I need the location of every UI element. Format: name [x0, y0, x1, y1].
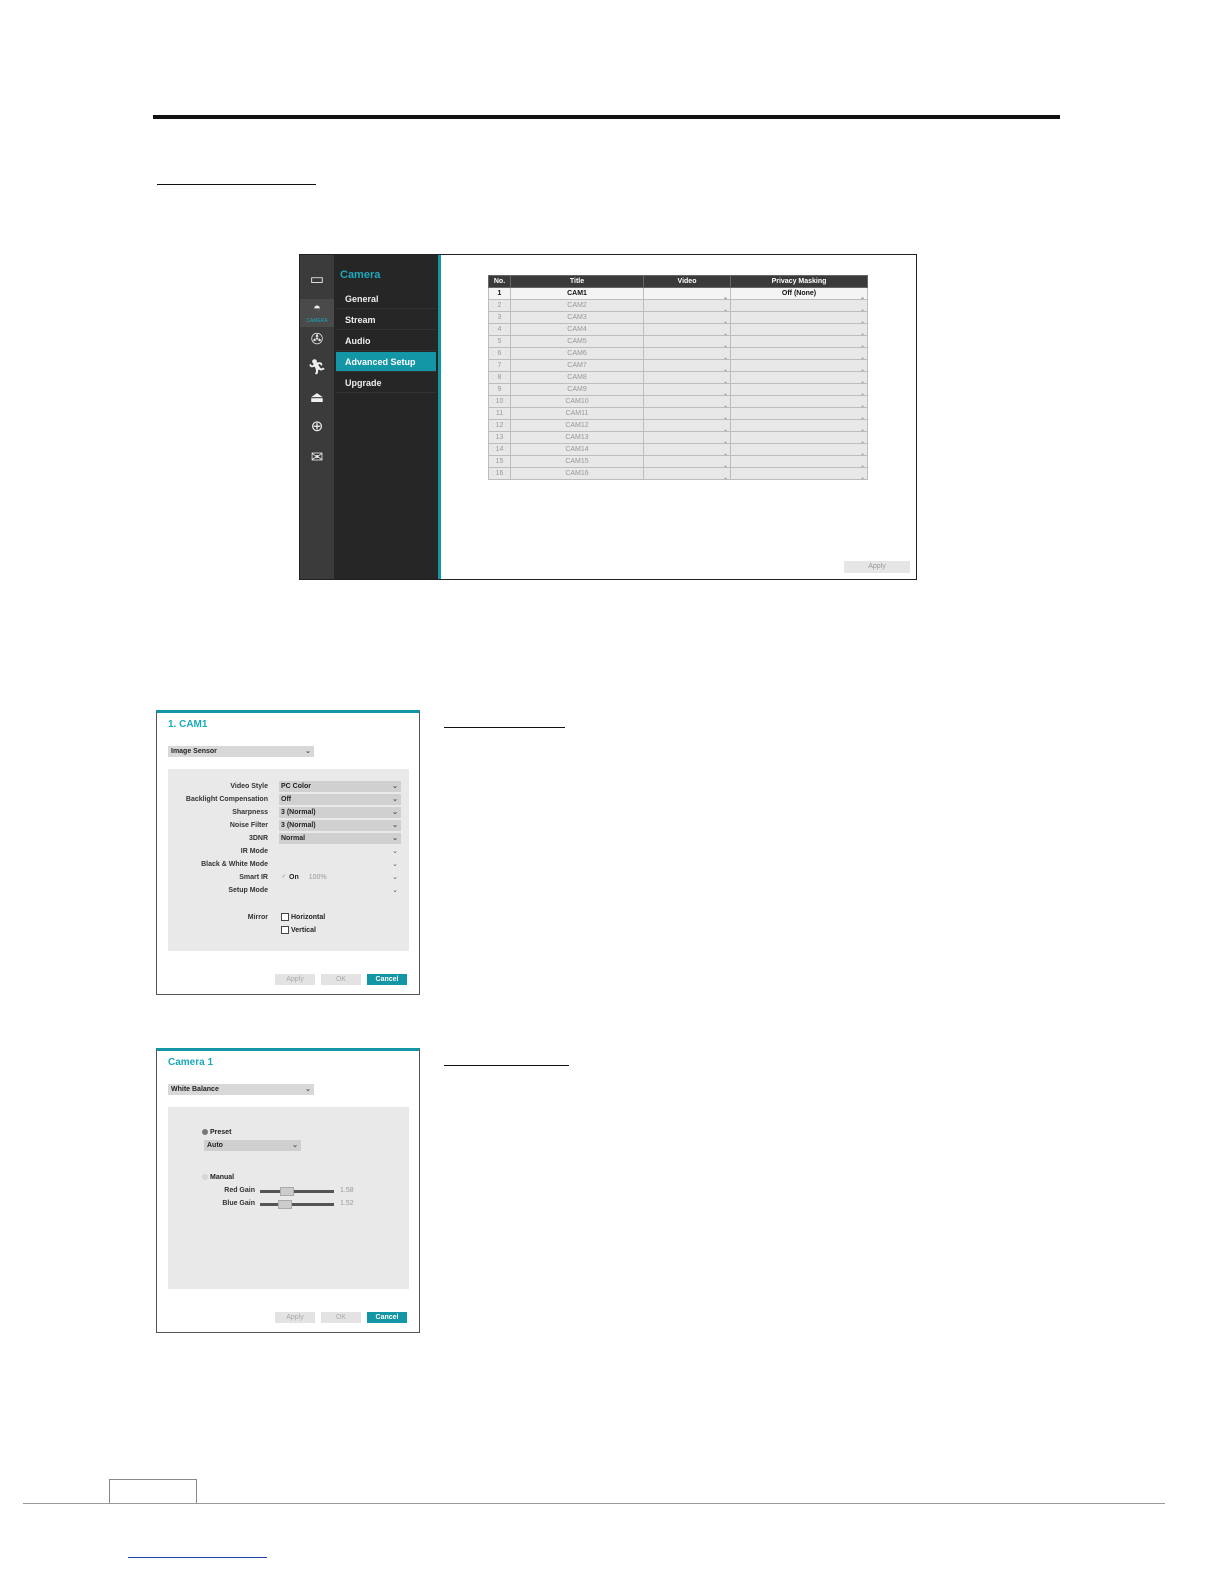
cancel-button[interactable]: Cancel [367, 1312, 407, 1323]
table-row[interactable] [489, 384, 868, 396]
cell-no: 3 [489, 312, 511, 324]
cell-no: 9 [489, 384, 511, 396]
preset-select-value: Auto [207, 1142, 223, 1149]
cell-no: 16 [489, 468, 511, 480]
chevron-down-icon: ⌄ [392, 887, 398, 894]
table-row[interactable] [489, 372, 868, 384]
smart-ir-level: 100% [308, 874, 327, 881]
noise-filter-select[interactable] [279, 820, 401, 831]
radio-selected-icon [202, 1129, 208, 1135]
cancel-button[interactable]: Cancel [367, 974, 407, 985]
cell-privacy-masking[interactable] [731, 408, 868, 420]
table-row[interactable] [489, 336, 868, 348]
slider-handle[interactable] [280, 1187, 294, 1196]
menu-title: Camera [340, 269, 381, 281]
cell-no: 8 [489, 372, 511, 384]
record-icon[interactable]: ✇ [310, 331, 324, 348]
setup-mode-label: Setup Mode [228, 887, 268, 894]
category-select-value: White Balance [171, 1086, 219, 1093]
table-row[interactable] [489, 432, 868, 444]
cell-video[interactable] [644, 288, 731, 300]
3dnr-select[interactable] [279, 833, 401, 844]
blue-gain-value: 1.52 [340, 1200, 354, 1207]
chevron-down-icon: ⌄ [392, 783, 398, 790]
mirror-horizontal-label: Horizontal [291, 914, 326, 921]
cell-title: CAM10 [511, 396, 644, 408]
cell-no: 14 [489, 444, 511, 456]
cell-no: 15 [489, 456, 511, 468]
cell-privacy-masking[interactable] [731, 360, 868, 372]
cell-video[interactable] [644, 432, 731, 444]
table-row[interactable] [489, 360, 868, 372]
checkbox-icon [281, 926, 289, 934]
chevron-down-icon: ⌄ [392, 809, 398, 816]
preset-radio[interactable] [200, 1127, 231, 1138]
cell-video[interactable] [644, 456, 731, 468]
camera-menu [334, 255, 438, 579]
icon-sidebar [300, 255, 334, 579]
table-row[interactable] [489, 420, 868, 432]
section-heading-underline [157, 184, 316, 185]
apply-button[interactable]: Apply [844, 561, 910, 573]
cell-privacy-masking[interactable] [731, 444, 868, 456]
cell-video[interactable] [644, 444, 731, 456]
header-rule [153, 115, 1060, 119]
backlight-compensation-select[interactable] [279, 794, 401, 805]
camera-icon-caption: CAMERA [306, 318, 328, 324]
cell-video[interactable] [644, 312, 731, 324]
cell-privacy-masking[interactable] [731, 324, 868, 336]
cell-privacy-masking[interactable]: Off (None) ⌄ [731, 288, 868, 300]
cell-no: 13 [489, 432, 511, 444]
cell-video[interactable] [644, 468, 731, 480]
cell-title: CAM4 [511, 324, 644, 336]
mirror-vertical-checkbox[interactable] [279, 925, 316, 936]
cell-privacy-masking[interactable] [731, 432, 868, 444]
sharpness-select[interactable] [279, 807, 401, 818]
cell-title: CAM5 [511, 336, 644, 348]
red-gain-slider[interactable] [260, 1190, 334, 1193]
page-number-tab [109, 1479, 197, 1503]
checkbox-icon [281, 913, 289, 921]
settings-panel [168, 1107, 409, 1289]
smart-ir-label: Smart IR [239, 874, 268, 881]
category-select[interactable] [168, 746, 314, 757]
backlight-compensation-label: Backlight Compensation [185, 796, 268, 803]
cell-no: 2 [489, 300, 511, 312]
menu-item-general[interactable]: General [336, 289, 436, 309]
cell-privacy-masking[interactable] [731, 348, 868, 360]
cell-title: CAM7 [511, 360, 644, 372]
chevron-down-icon: ⌄ [392, 822, 398, 829]
camera-table [488, 275, 868, 480]
table-row[interactable] [489, 396, 868, 408]
table-row[interactable] [489, 408, 868, 420]
chevron-down-icon: ⌄ [392, 848, 398, 855]
setup-mode-select [279, 885, 401, 896]
notification-icon[interactable]: ✉ [310, 449, 324, 466]
menu-item-upgrade[interactable]: Upgrade [336, 373, 436, 393]
cell-title: CAM6 [511, 348, 644, 360]
ir-mode-select [279, 846, 401, 857]
3dnr-label: 3DNR [248, 835, 268, 842]
noise-filter-label: Noise Filter [229, 822, 268, 829]
cell-no: 6 [489, 348, 511, 360]
apply-button[interactable]: Apply [275, 1312, 315, 1323]
preset-label: Preset [210, 1129, 232, 1136]
menu-item-stream[interactable]: Stream [336, 310, 436, 330]
note-underline [444, 727, 565, 728]
manual-label: Manual [210, 1174, 235, 1181]
cell-title: CAM8 [511, 372, 644, 384]
menu-item-advanced-setup[interactable]: Advanced Setup [336, 352, 436, 372]
dialog-title: 1. CAM1 [168, 719, 208, 730]
camera-icon[interactable]: ◓ CAMERA [300, 299, 334, 327]
cell-title: CAM13 [511, 432, 644, 444]
table-row[interactable] [489, 348, 868, 360]
system-icon[interactable]: ▭ [309, 271, 325, 288]
chevron-down-icon: ⌄ [305, 748, 311, 755]
mirror-vertical-label: Vertical [291, 927, 316, 934]
alarm-icon[interactable]: ⏏ [309, 389, 325, 406]
black-white-mode-select [279, 859, 401, 870]
cell-title: CAM2 [511, 300, 644, 312]
noise-filter-value: 3 (Normal) [281, 822, 316, 829]
cell-video[interactable] [644, 396, 731, 408]
table-row[interactable] [489, 456, 868, 468]
chevron-down-icon: ⌄ [392, 835, 398, 842]
smart-ir-select [279, 872, 401, 883]
chevron-down-icon: ⌄ [392, 796, 398, 803]
footer-rule [23, 1503, 1165, 1504]
sharpness-label: Sharpness [232, 809, 268, 816]
cell-title: CAM12 [511, 420, 644, 432]
table-row[interactable] [489, 324, 868, 336]
sharpness-value: 3 (Normal) [281, 809, 316, 816]
cell-title: CAM3 [511, 312, 644, 324]
cell-video[interactable] [644, 360, 731, 372]
cell-privacy-masking[interactable] [731, 300, 868, 312]
event-icon[interactable]: 🏃︎ [307, 359, 327, 376]
cell-no: 7 [489, 360, 511, 372]
col-header-privacy-masking: Privacy Masking [731, 276, 868, 288]
3dnr-value: Normal [281, 835, 306, 842]
category-select[interactable] [168, 1084, 314, 1095]
video-style-select[interactable] [279, 781, 401, 792]
dialog-title: Camera 1 [168, 1057, 214, 1068]
cell-video[interactable] [644, 372, 731, 384]
chevron-down-icon: ⌄ [392, 861, 398, 868]
cell-video[interactable] [644, 348, 731, 360]
mirror-horizontal-checkbox[interactable] [279, 912, 325, 923]
cell-video[interactable] [644, 420, 731, 432]
video-style-label: Video Style [230, 783, 268, 790]
cell-video[interactable] [644, 384, 731, 396]
cell-title: CAM16 [511, 468, 644, 480]
cell-video[interactable] [644, 300, 731, 312]
radio-unselected-icon [202, 1174, 208, 1180]
cell-title: CAM11 [511, 408, 644, 420]
cell-video[interactable] [644, 336, 731, 348]
col-header-title: Title [511, 276, 644, 288]
cell-title: CAM1 [511, 288, 644, 300]
blue-gain-label: Blue Gain [222, 1200, 255, 1207]
cell-privacy-masking[interactable] [731, 456, 868, 468]
image-sensor-dialog [156, 710, 420, 995]
slider-handle[interactable] [278, 1200, 292, 1209]
table-row[interactable] [489, 444, 868, 456]
table-row[interactable] [489, 300, 868, 312]
cell-no: 1 [489, 288, 511, 300]
menu-item-audio[interactable]: Audio [336, 331, 436, 351]
cell-privacy-masking[interactable] [731, 372, 868, 384]
preset-select[interactable] [204, 1140, 301, 1151]
col-header-no: No. [489, 276, 511, 288]
cell-no: 10 [489, 396, 511, 408]
network-icon[interactable]: ⊕ [310, 418, 324, 435]
ir-mode-label: IR Mode [240, 848, 268, 855]
table-header-row [489, 276, 868, 288]
camera-setup-screen [299, 254, 917, 580]
cell-video[interactable] [644, 324, 731, 336]
checkmark-icon[interactable]: ✓ [281, 874, 287, 881]
cell-title: CAM14 [511, 444, 644, 456]
cell-no: 12 [489, 420, 511, 432]
smart-ir-on-label: On [289, 874, 299, 881]
table-row[interactable] [489, 288, 868, 300]
cell-privacy-masking[interactable] [731, 384, 868, 396]
cell-title: CAM15 [511, 456, 644, 468]
red-gain-label: Red Gain [224, 1187, 255, 1194]
blue-gain-slider[interactable] [260, 1203, 334, 1206]
col-header-video: Video [644, 276, 731, 288]
cell-title: CAM9 [511, 384, 644, 396]
category-select-value: Image Sensor [171, 748, 217, 755]
cell-video[interactable] [644, 408, 731, 420]
cell-no: 4 [489, 324, 511, 336]
black-white-mode-label: Black & White Mode [201, 861, 268, 868]
manual-radio[interactable] [200, 1172, 234, 1183]
ok-button[interactable]: OK [321, 974, 361, 985]
white-balance-dialog [156, 1048, 420, 1333]
ok-button[interactable]: OK [321, 1312, 361, 1323]
cell-privacy-masking[interactable] [731, 420, 868, 432]
red-gain-value: 1.58 [340, 1187, 354, 1194]
cell-privacy-masking[interactable] [731, 468, 868, 480]
backlight-compensation-value: Off [281, 796, 292, 803]
cell-privacy-masking[interactable] [731, 396, 868, 408]
menu-divider [438, 255, 441, 579]
note-underline [444, 1065, 569, 1066]
settings-panel [168, 769, 409, 951]
video-style-value: PC Color [281, 783, 311, 790]
cell-no: 11 [489, 408, 511, 420]
table-row[interactable] [489, 468, 868, 480]
mirror-label: Mirror [247, 914, 268, 921]
chevron-down-icon: ⌄ [305, 1086, 311, 1093]
chevron-down-icon: ⌄ [292, 1142, 298, 1149]
apply-button[interactable]: Apply [275, 974, 315, 985]
footer-link-underline [128, 1557, 267, 1558]
table-row[interactable] [489, 312, 868, 324]
cell-privacy-masking[interactable] [731, 312, 868, 324]
chevron-down-icon: ⌄ [392, 874, 398, 881]
cell-no: 5 [489, 336, 511, 348]
cell-privacy-masking[interactable] [731, 336, 868, 348]
